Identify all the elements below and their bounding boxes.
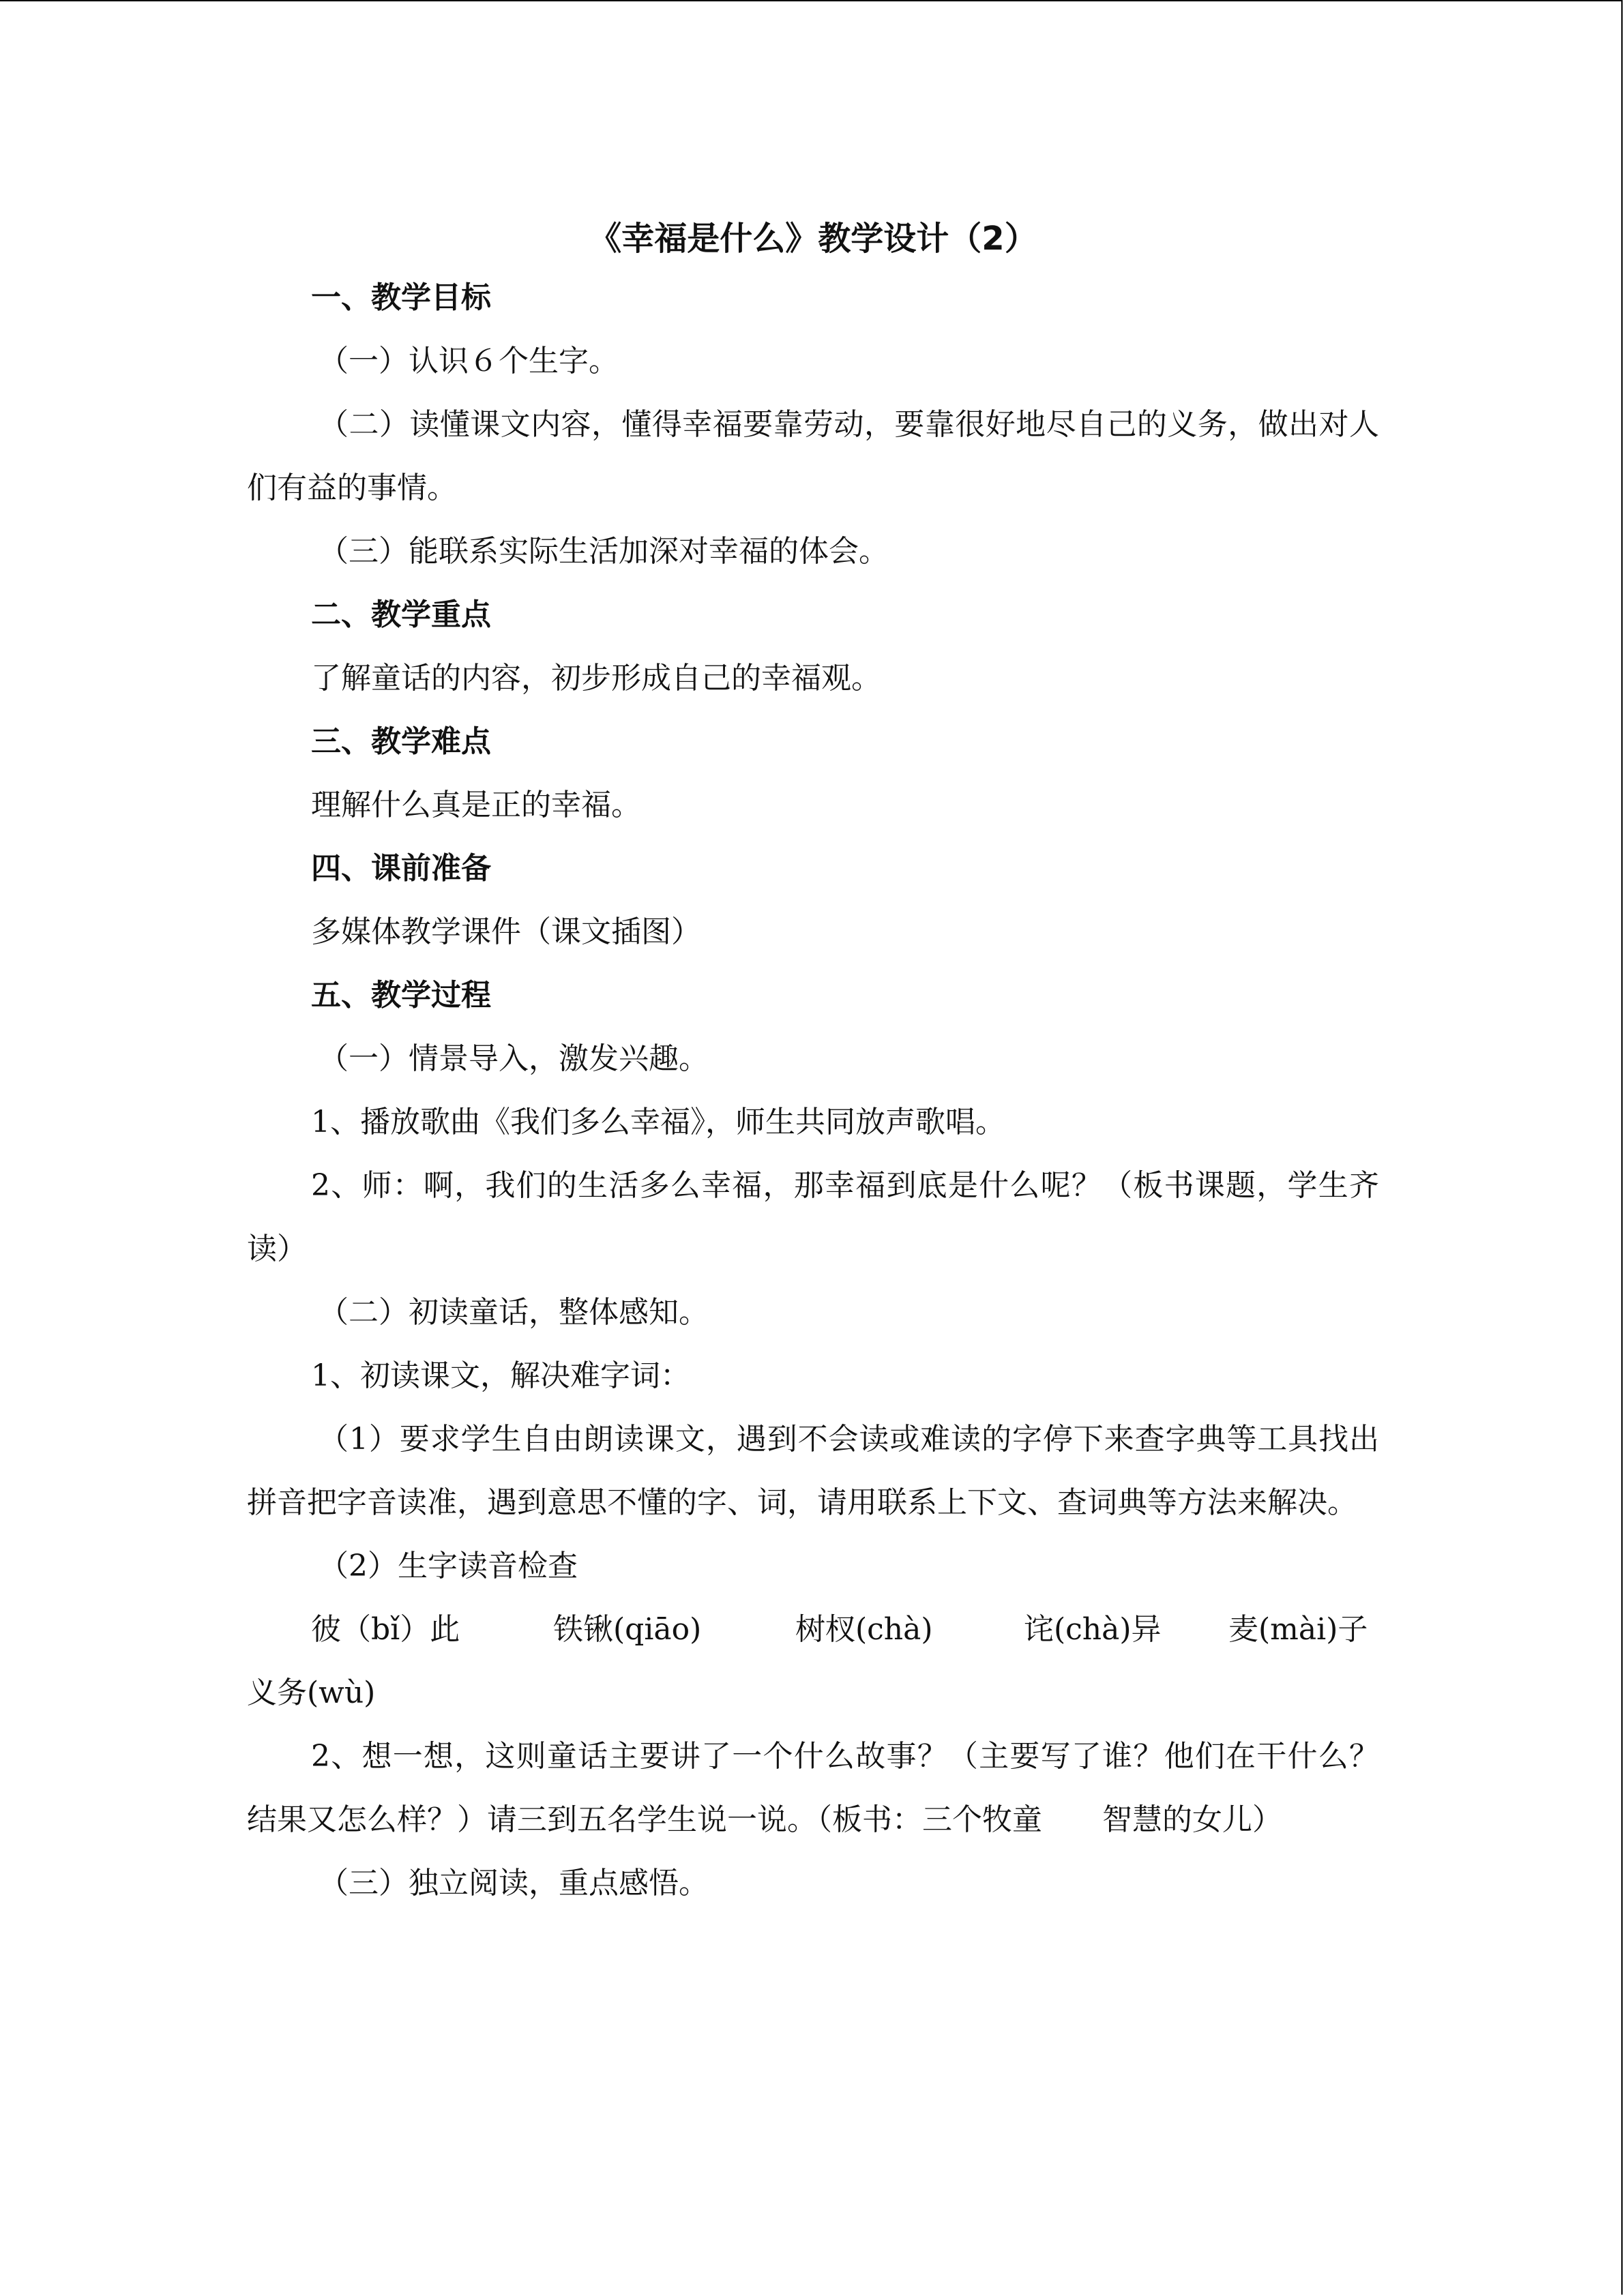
preparation-text: 多媒体教学课件（课文插图） bbox=[311, 914, 701, 949]
goal-item-1: （一）认识６个生字。 bbox=[319, 344, 619, 378]
section-heading-key-points: 二、教学重点 bbox=[311, 597, 491, 632]
document-body bbox=[247, 211, 1379, 1915]
key-points-text: 了解童话的内容，初步形成自己的幸福观。 bbox=[311, 661, 881, 696]
step-2-item-1: 1、初读课文，解决难字词： bbox=[311, 1358, 690, 1393]
step-3-title: （三）独立阅读，重点感悟。 bbox=[319, 1866, 709, 1900]
pinyin-word: 诧(chà)异 bbox=[1024, 1612, 1162, 1647]
step-2-item-1-a: （1）要求学生自由朗读课文，遇到不会读或难读的字停下来查字典等工具找出拼音把字音读准，遇到意思不懂的字、词，请用联系上下文、查词典等方法来解决。 bbox=[247, 1422, 1379, 1520]
pinyin-word: 铁锹(qiāo) bbox=[553, 1612, 702, 1647]
pinyin-word-last: 义务(wù) bbox=[247, 1675, 376, 1710]
step-1-item-2: 2、师：啊，我们的生活多么幸福，那幸福到底是什么呢？（板书课题，学生齐读） bbox=[247, 1168, 1379, 1266]
section-heading-process: 五、教学过程 bbox=[311, 978, 491, 1013]
section-heading-difficulties: 三、教学难点 bbox=[311, 724, 491, 759]
section-heading-preparation: 四、课前准备 bbox=[311, 851, 491, 886]
pinyin-word-row bbox=[247, 1598, 1379, 1661]
section-heading-goals: 一、教学目标 bbox=[311, 280, 491, 315]
difficulties-text: 理解什么真是正的幸福。 bbox=[311, 788, 641, 822]
step-2-item-1-b: （2）生字读音检查 bbox=[319, 1549, 578, 1583]
goal-item-3: （三）能联系实际生活加深对幸福的体会。 bbox=[319, 534, 889, 569]
step-2-title: （二）初读童话，整体感知。 bbox=[319, 1295, 709, 1330]
document-title: 《幸福是什么》教学设计（2） bbox=[589, 220, 1037, 258]
goal-item-2: （二）读懂课文内容，懂得幸福要靠劳动，要靠很好地尽自己的义务，做出对人们有益的事情。 bbox=[247, 407, 1379, 505]
pinyin-word: 麦(mài)子 bbox=[1228, 1612, 1368, 1647]
step-1-title: （一）情景导入，激发兴趣。 bbox=[319, 1041, 709, 1076]
step-2-item-2: 2、想一想，这则童话主要讲了一个什么故事？（主要写了谁？他们在干什么？结果又怎么样？）请三到五名学生说一说。（板书：三个牧童 智慧的女儿） bbox=[247, 1739, 1379, 1837]
step-1-item-1: 1、播放歌曲《我们多么幸福》，师生共同放声歌唱。 bbox=[311, 1105, 1005, 1139]
pinyin-word: 彼（bǐ）此 bbox=[311, 1612, 460, 1647]
pinyin-word: 树杈(chà) bbox=[795, 1612, 933, 1647]
